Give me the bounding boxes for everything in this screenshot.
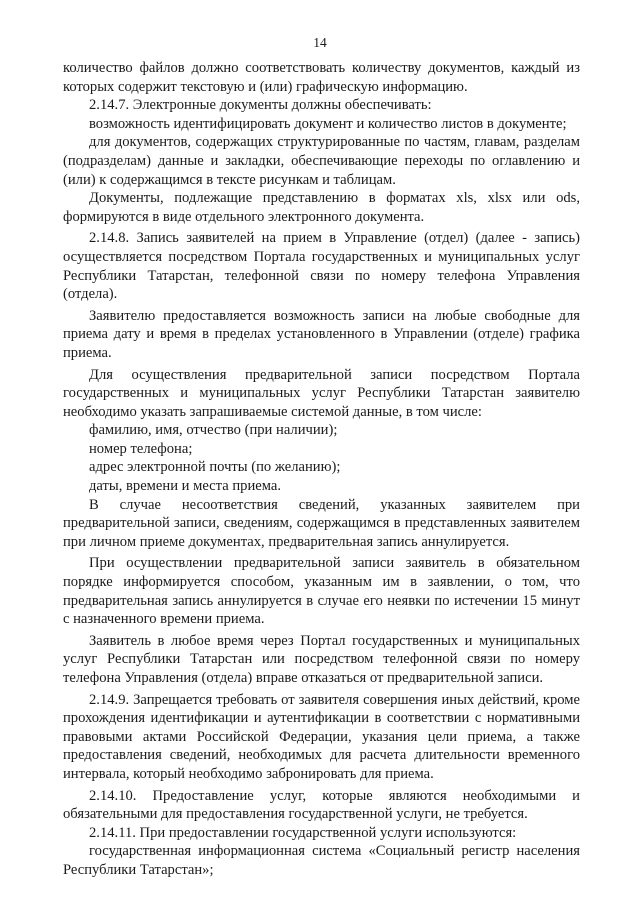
paragraph-identify-document: возможность идентифицировать документ и количество листов в документе; <box>89 115 567 132</box>
document-body <box>63 59 580 880</box>
list-item-email: адрес электронной почты (по желанию); <box>89 459 341 476</box>
paragraph-2-14-7-heading: 2.14.7. Электронные документы должны обеспечивать: <box>89 97 432 114</box>
paragraph-2-14-10-services: 2.14.10. Предоставление услуг, которые являются необходимыми и обязательными для предоставления государственной услуги, не требуется. <box>63 787 580 823</box>
paragraph-structured-documents: для документов, содержащих структурированные по частям, главам, разделам (подразделам) данные и закладки, обеспечивающие переходы по оглавлению и (или) к содержащимся в тексте рисункам и таблицам. <box>63 134 580 188</box>
paragraph-2-14-8-appointment: 2.14.8. Запись заявителей на прием в Управление (отдел) (далее - запись) осуществляется посредством Портала государственных и муниципальных услуг Республики Татарстан, телефонной связи по номеру телефона Управления (отдела). <box>63 230 580 303</box>
page-number: 14 <box>313 35 327 50</box>
paragraph-social-register-system: государственная информационная система «Социальный регистр населения Республики Татарстан»; <box>63 843 580 878</box>
paragraph-appointment-any-date: Заявителю предоставляется возможность записи на любые свободные для приема дату и время в пределах установленного в Управлении (отделе) графика приема. <box>63 307 580 361</box>
paragraph-2-14-11-systems: 2.14.11. При предоставлении государственной услуги используются: <box>89 824 517 841</box>
list-item-phone: номер телефона; <box>89 440 193 457</box>
paragraph-xls-formats: Документы, подлежащие представлению в форматах xls, xlsx или ods, формируются в виде отдельного электронного документа. <box>63 190 580 225</box>
paragraph-mismatch-annulment: В случае несоответствия сведений, указанных заявителем при предварительной записи, сведениям, содержащимся в представленных заявителем при личном приеме документах, предварительная запись аннулируется. <box>63 496 580 550</box>
paragraph-no-show-annulment: При осуществлении предварительной записи заявитель в обязательном порядке информируется способом, указанным им в заявлении, о том, что предварительная запись аннулируется в случае его неявки по истечении 15 минут с назначенного времени приема. <box>63 555 580 628</box>
list-item-full-name: фамилию, имя, отчество (при наличии); <box>89 422 338 439</box>
paragraph-2-14-9-prohibition: 2.14.9. Запрещается требовать от заявителя совершения иных действий, кроме прохождения идентификации и аутентификации в соответствии с нормативными правовыми актами Российской Федерации, указания цели приема, а также предоставления сведений, необходимых для расчета длительности временного интервала, который необходимо забронировать для приема. <box>63 691 580 782</box>
paragraph-portal-data-required: Для осуществления предварительной записи посредством Портала государственных и муниципальных услуг Республики Татарстан заявителю необходимо указать запрашиваемые системой данные, в том числе: <box>63 366 580 420</box>
paragraph-files-count: количество файлов должно соответствовать количеству документов, каждый из которых содержит текстовую и (или) графическую информацию. <box>63 60 580 95</box>
paragraph-cancel-appointment: Заявитель в любое время через Портал государственных и муниципальных услуг Республики Татарстан или посредством телефонной связи по номеру телефона Управления (отдела) вправе отказаться от предварительной записи. <box>63 632 580 686</box>
list-item-date-time-place: даты, времени и места приема. <box>89 478 281 495</box>
